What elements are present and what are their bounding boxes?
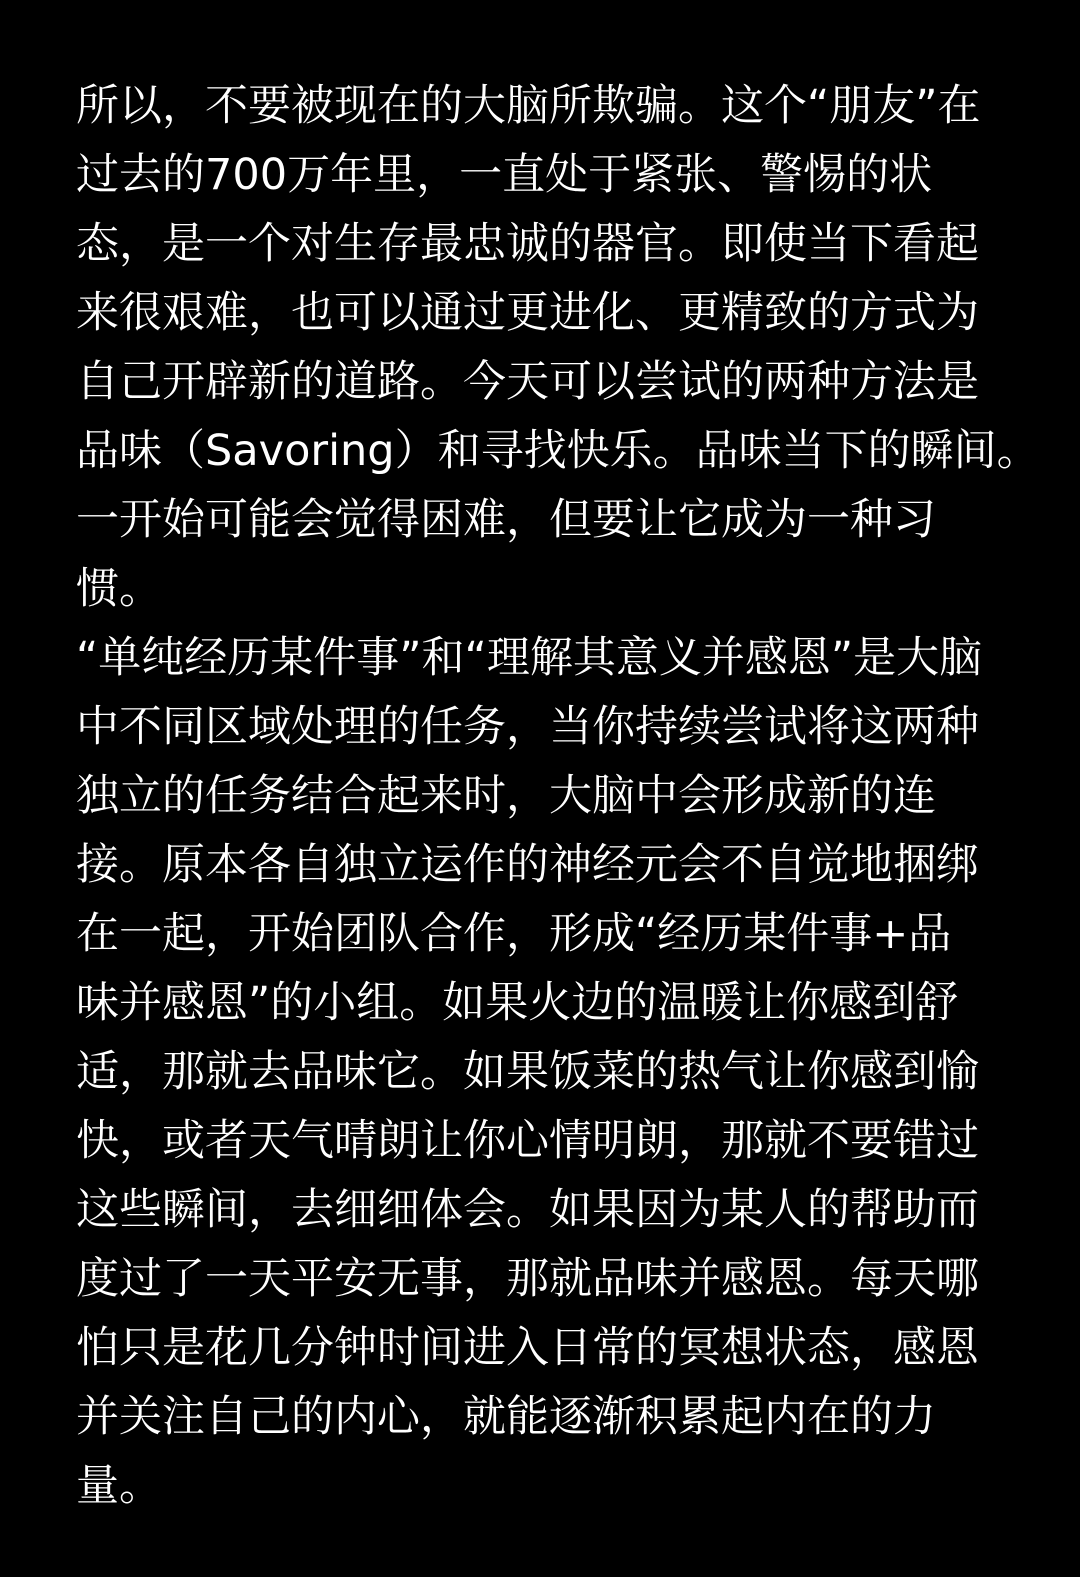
text-line: 中不同区域处理的任务，当你持续尝试将这两种: [76, 702, 979, 752]
text-line: 并关注自己的内心，就能逐渐积累起内在的力: [76, 1392, 936, 1442]
text-line: 品味（Savoring）和寻找快乐。品味当下的瞬间。: [76, 426, 1040, 476]
text-line: 味并感恩”的小组。如果火边的温暖让你感到舒: [76, 978, 959, 1028]
text-line: 来很艰难，也可以通过更进化、更精致的方式为: [76, 288, 979, 338]
text-line: 惯。: [76, 564, 162, 614]
text-line: 自己开辟新的道路。今天可以尝试的两种方法是: [76, 357, 979, 407]
text-line: 接。原本各自独立运作的神经元会不自觉地捆绑: [76, 840, 979, 890]
text-line: 这些瞬间，去细细体会。如果因为某人的帮助而: [76, 1185, 979, 1235]
text-line: 怕只是花几分钟时间进入日常的冥想状态，感恩: [76, 1323, 979, 1373]
text-line: 在一起，开始团队合作，形成“经历某件事+品: [76, 909, 952, 959]
text-line: 所以，不要被现在的大脑所欺骗。这个“朋友”在: [76, 81, 981, 131]
text-line: 过去的700万年里，一直处于紧张、警惕的状: [76, 150, 933, 200]
text-line: 度过了一天平安无事，那就品味并感恩。每天哪: [76, 1254, 979, 1304]
text-line: “单纯经历某件事”和“理解其意义并感恩”是大脑: [76, 633, 983, 683]
text-line: 快，或者天气晴朗让你心情明朗，那就不要错过: [76, 1116, 979, 1166]
text-line: 适，那就去品味它。如果饭菜的热气让你感到愉: [76, 1047, 979, 1097]
text-line: 量。: [76, 1461, 162, 1511]
article-text: [76, 72, 1076, 1521]
text-line: 一开始可能会觉得困难，但要让它成为一种习: [76, 495, 936, 545]
text-line: 独立的任务结合起来时，大脑中会形成新的连: [76, 771, 936, 821]
text-line: 态，是一个对生存最忠诚的器官。即使当下看起: [76, 219, 979, 269]
